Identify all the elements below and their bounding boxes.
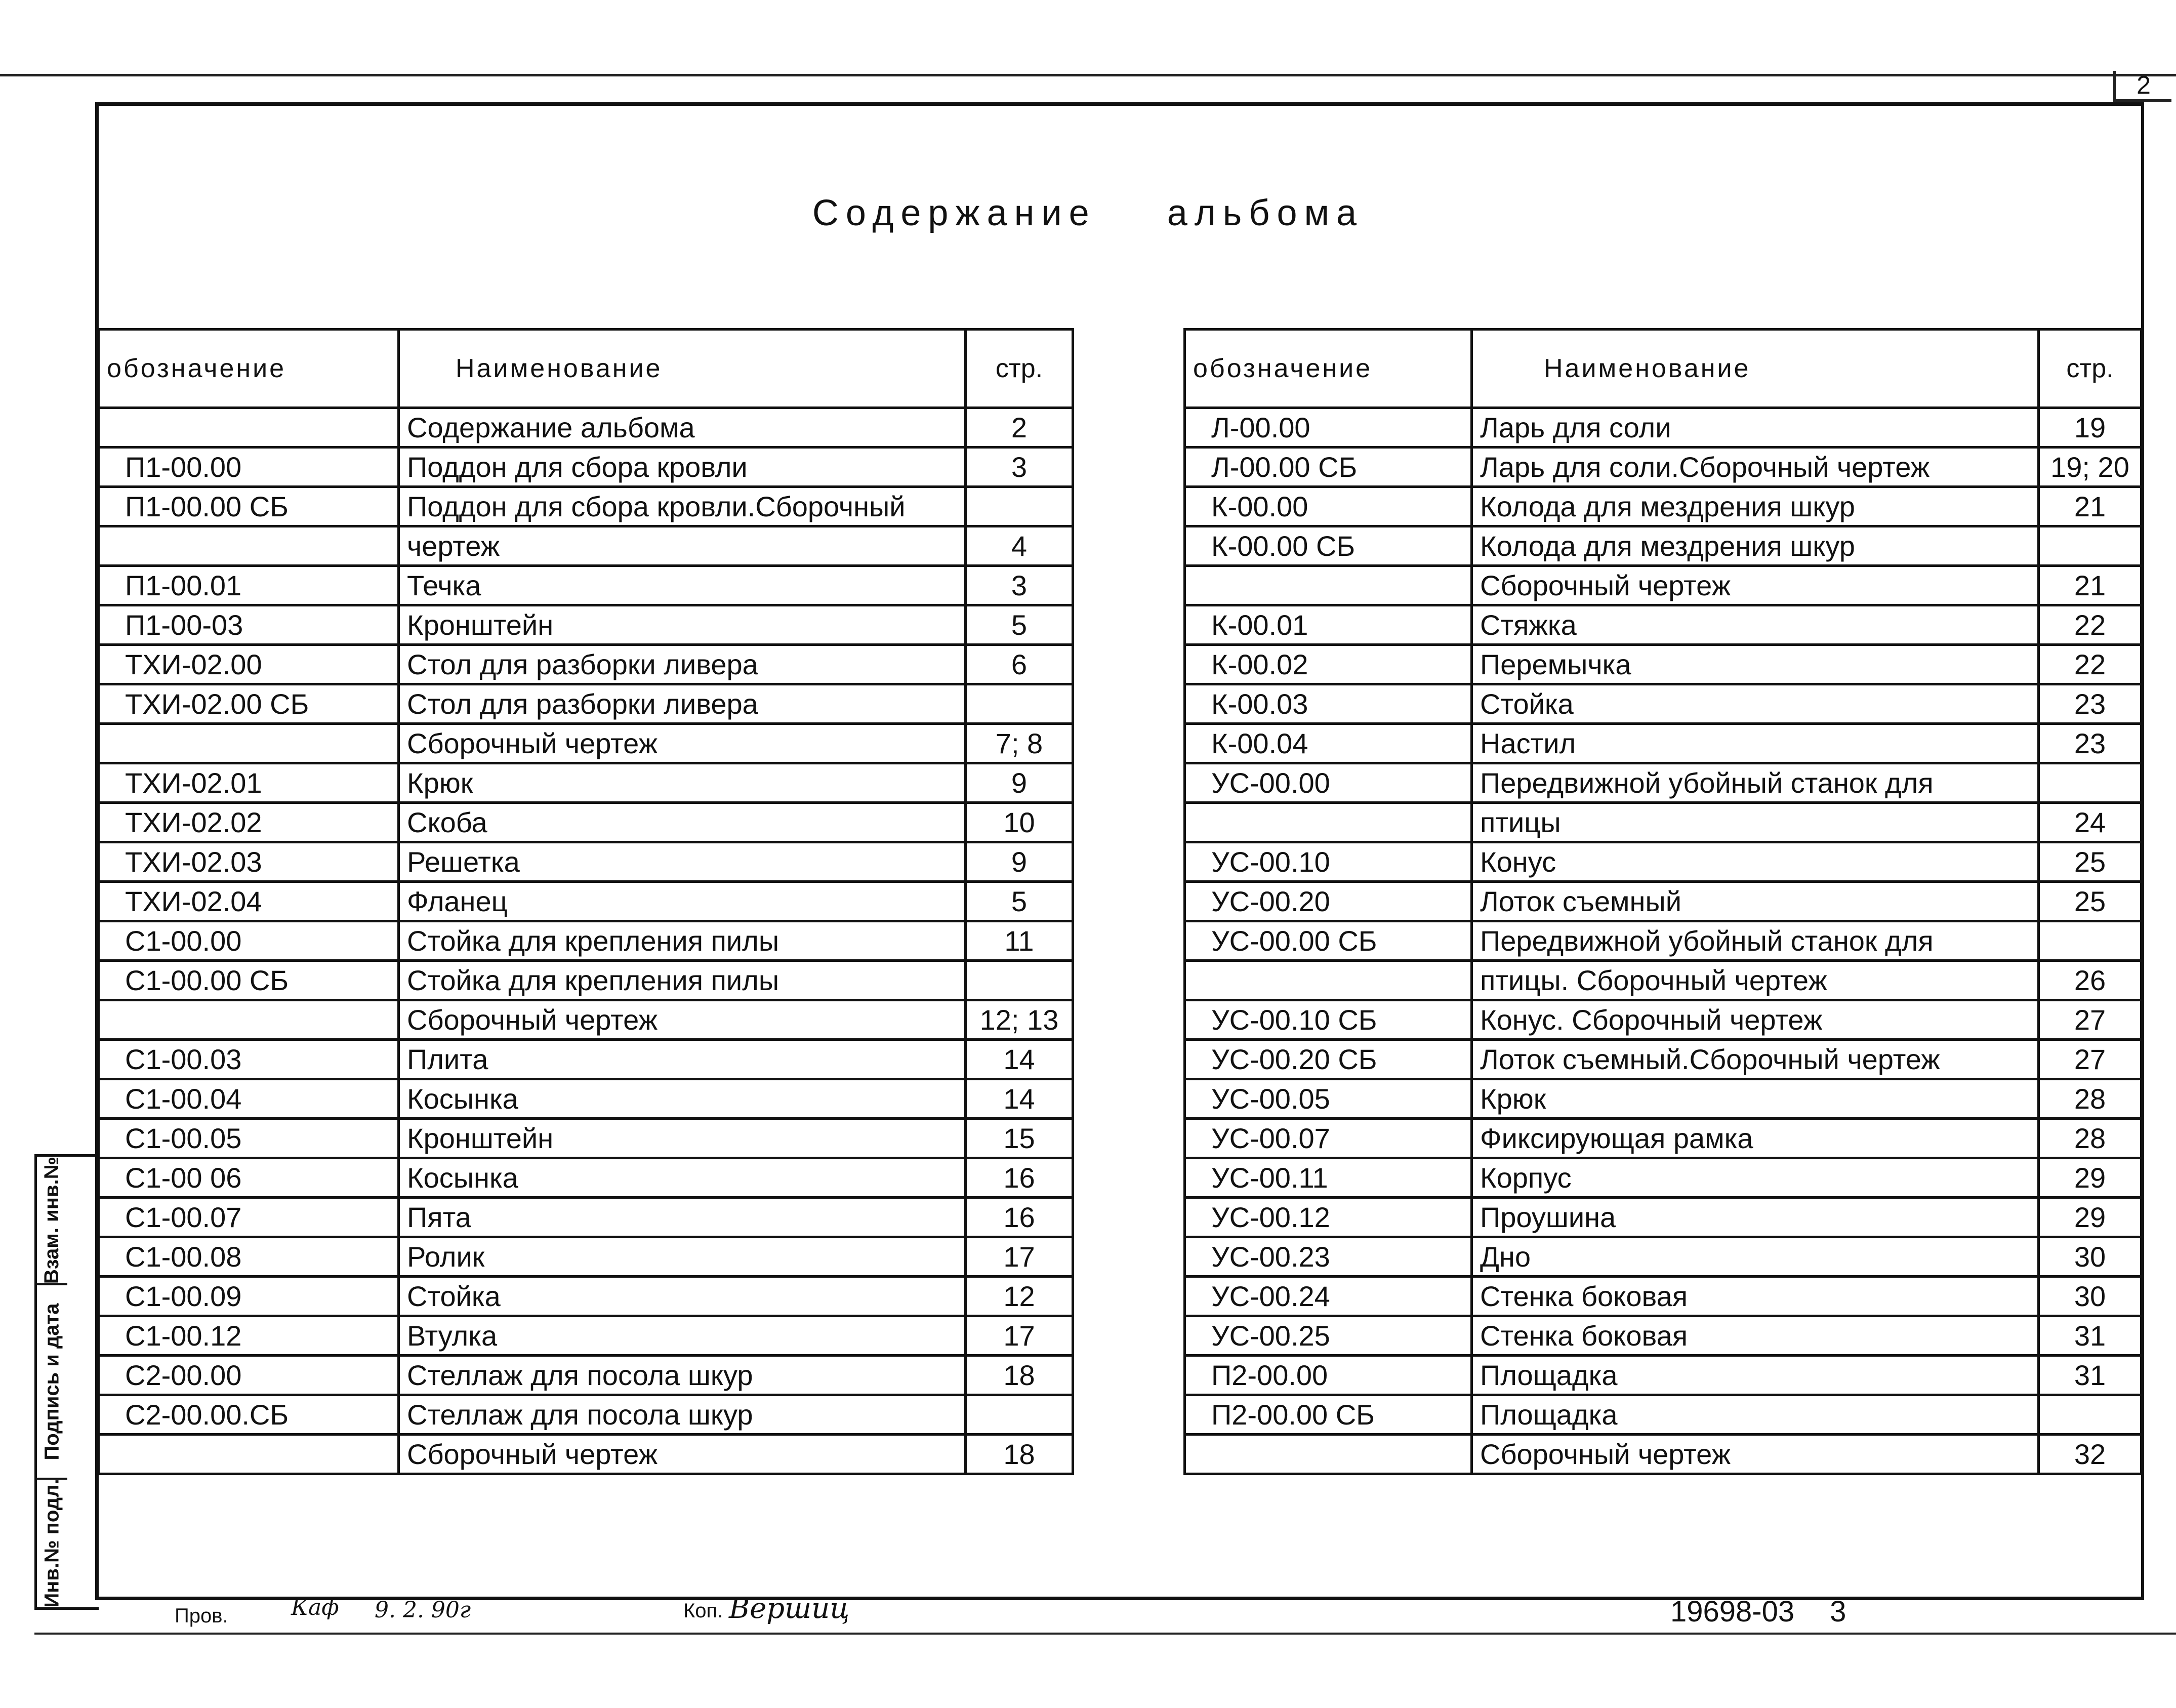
row-page: 12 xyxy=(966,1277,1073,1316)
row-code: С1-00.09 xyxy=(99,1277,399,1316)
row-code: К-00.00 СБ xyxy=(1185,526,1472,566)
row-page: 27 xyxy=(2039,1000,2142,1040)
table-row xyxy=(99,487,1073,526)
row-name: Стойка для крепления пилы xyxy=(399,921,966,961)
row-code: С1-00 06 xyxy=(99,1158,399,1198)
table-row xyxy=(1185,763,2142,803)
row-code: С1-00.03 xyxy=(99,1040,399,1079)
row-name: Ларь для соли.Сборочный чертеж xyxy=(1472,448,2039,487)
row-page xyxy=(966,684,1073,724)
row-name: Проушина xyxy=(1472,1198,2039,1237)
table-row xyxy=(1185,684,2142,724)
row-page: 16 xyxy=(966,1198,1073,1237)
table-row xyxy=(1185,487,2142,526)
row-page: 26 xyxy=(2039,961,2142,1000)
row-code: УС-00.07 xyxy=(1185,1119,1472,1158)
row-page: 2 xyxy=(966,408,1073,448)
row-code: ТХИ-02.03 xyxy=(99,842,399,882)
row-name: Течка xyxy=(399,566,966,605)
row-code: ТХИ-02.02 xyxy=(99,803,399,842)
document-number: 19698-03 3 xyxy=(1670,1595,1846,1628)
table-row xyxy=(1185,645,2142,684)
row-page: 6 xyxy=(966,645,1073,684)
table-row xyxy=(99,1079,1073,1119)
row-code: С1-00.00 xyxy=(99,921,399,961)
row-name: Косынка xyxy=(399,1079,966,1119)
row-page: 7; 8 xyxy=(966,724,1073,763)
row-name: Кронштейн xyxy=(399,1119,966,1158)
row-page: 4 xyxy=(966,526,1073,566)
table-row xyxy=(99,803,1073,842)
row-code: К-00.04 xyxy=(1185,724,1472,763)
row-code: УС-00.24 xyxy=(1185,1277,1472,1316)
table-row xyxy=(99,408,1073,448)
row-page: 23 xyxy=(2039,724,2142,763)
row-code: С1-00.05 xyxy=(99,1119,399,1158)
row-page: 21 xyxy=(2039,566,2142,605)
row-code: ТХИ-02.04 xyxy=(99,882,399,921)
row-code: ТХИ-02.00 xyxy=(99,645,399,684)
row-name: Скоба xyxy=(399,803,966,842)
row-page: 15 xyxy=(966,1119,1073,1158)
table-row xyxy=(99,1040,1073,1079)
stamp-vzam: Взам. инв.№ xyxy=(37,1157,67,1285)
table-row xyxy=(99,1395,1073,1435)
copied-signature: Вершиц xyxy=(729,1592,850,1625)
row-name: Конус xyxy=(1472,842,2039,882)
row-name: Колода для мездрения шкур xyxy=(1472,526,2039,566)
side-stamp xyxy=(34,1154,99,1610)
row-page: 16 xyxy=(966,1158,1073,1198)
date: 9. 2. 90г xyxy=(375,1597,471,1623)
header-name: Наименование xyxy=(399,330,966,408)
row-page: 9 xyxy=(966,842,1073,882)
page-number: 2 xyxy=(2113,71,2171,102)
row-name: Сборочный чертеж xyxy=(399,724,966,763)
row-name: Ролик xyxy=(399,1237,966,1277)
table-row xyxy=(99,1356,1073,1395)
row-name: Колода для мездрения шкур xyxy=(1472,487,2039,526)
row-code: УС-00.00 СБ xyxy=(1185,921,1472,961)
header-name: Наименование xyxy=(1472,330,2039,408)
row-page xyxy=(2039,921,2142,961)
row-page: 9 xyxy=(966,763,1073,803)
row-page: 18 xyxy=(966,1356,1073,1395)
row-page: 31 xyxy=(2039,1316,2142,1356)
row-name: Фиксирующая рамка xyxy=(1472,1119,2039,1158)
table-row xyxy=(99,605,1073,645)
row-name: Поддон для сбора кровли xyxy=(399,448,966,487)
row-code: УС-00.00 xyxy=(1185,763,1472,803)
row-page: 27 xyxy=(2039,1040,2142,1079)
row-name: Дно xyxy=(1472,1237,2039,1277)
row-code: УС-00.12 xyxy=(1185,1198,1472,1237)
row-name: Пята xyxy=(399,1198,966,1237)
row-name: Сборочный чертеж xyxy=(1472,566,2039,605)
row-name: Кронштейн xyxy=(399,605,966,645)
checked-signature: Каф xyxy=(291,1595,339,1620)
row-page: 30 xyxy=(2039,1277,2142,1316)
table-row xyxy=(1185,1079,2142,1119)
row-page: 19 xyxy=(2039,408,2142,448)
bottom-rule xyxy=(34,1633,2176,1635)
row-code: С2-00.00 xyxy=(99,1356,399,1395)
row-name: Стол для разборки ливера xyxy=(399,645,966,684)
row-code: С1-00.12 xyxy=(99,1316,399,1356)
row-name: Лоток съемный.Сборочный чертеж xyxy=(1472,1040,2039,1079)
table-row xyxy=(99,1237,1073,1277)
row-name: Корпус xyxy=(1472,1158,2039,1198)
row-code: П1-00.01 xyxy=(99,566,399,605)
row-code xyxy=(1185,1435,1472,1474)
row-page: 5 xyxy=(966,605,1073,645)
row-page: 31 xyxy=(2039,1356,2142,1395)
row-page: 3 xyxy=(966,448,1073,487)
title-word-2: альбома xyxy=(1167,193,1364,233)
table-row xyxy=(1185,1237,2142,1277)
row-name: Площадка xyxy=(1472,1395,2039,1435)
row-page: 30 xyxy=(2039,1237,2142,1277)
table-row xyxy=(99,1119,1073,1158)
table-row xyxy=(99,842,1073,882)
table-row xyxy=(1185,1000,2142,1040)
table-row xyxy=(99,566,1073,605)
row-page: 22 xyxy=(2039,645,2142,684)
contents-table-right xyxy=(1183,328,2143,1475)
row-code: К-00.00 xyxy=(1185,487,1472,526)
row-code: К-00.03 xyxy=(1185,684,1472,724)
table-row xyxy=(1185,1316,2142,1356)
row-page: 32 xyxy=(2039,1435,2142,1474)
stamp-podpis: Подпись и дата xyxy=(37,1285,67,1480)
table-row xyxy=(99,882,1073,921)
contents-table-left xyxy=(97,328,1074,1475)
row-name: Перемычка xyxy=(1472,645,2039,684)
row-page: 17 xyxy=(966,1237,1073,1277)
row-name: Крюк xyxy=(1472,1079,2039,1119)
table-row xyxy=(1185,1277,2142,1316)
row-code: УС-00.20 СБ xyxy=(1185,1040,1472,1079)
table-row xyxy=(99,1277,1073,1316)
row-page: 28 xyxy=(2039,1079,2142,1119)
row-code: С1-00.04 xyxy=(99,1079,399,1119)
table-row xyxy=(1185,605,2142,645)
copied-label: Коп. xyxy=(683,1600,723,1622)
row-name: Площадка xyxy=(1472,1356,2039,1395)
row-code: УС-00.10 xyxy=(1185,842,1472,882)
row-code: УС-00.11 xyxy=(1185,1158,1472,1198)
row-name: Ларь для соли xyxy=(1472,408,2039,448)
row-name: Плита xyxy=(399,1040,966,1079)
row-name: Стяжка xyxy=(1472,605,2039,645)
table-row xyxy=(1185,448,2142,487)
row-name: птицы. Сборочный чертеж xyxy=(1472,961,2039,1000)
row-code xyxy=(1185,566,1472,605)
row-page: 3 xyxy=(966,566,1073,605)
row-page: 5 xyxy=(966,882,1073,921)
row-code xyxy=(99,1435,399,1474)
table-row xyxy=(99,1158,1073,1198)
row-page: 14 xyxy=(966,1040,1073,1079)
row-page: 17 xyxy=(966,1316,1073,1356)
row-code: К-00.01 xyxy=(1185,605,1472,645)
table-row xyxy=(1185,566,2142,605)
table-row xyxy=(1185,1198,2142,1237)
row-code xyxy=(99,724,399,763)
row-name: Передвижной убойный станок для xyxy=(1472,763,2039,803)
stamp-inv-podl: Инв.№ подл. xyxy=(40,1478,63,1608)
row-page: 11 xyxy=(966,921,1073,961)
table-row xyxy=(1185,961,2142,1000)
sheet-number: 3 xyxy=(1830,1595,1846,1628)
row-code: С1-00.08 xyxy=(99,1237,399,1277)
checked-label: Пров. xyxy=(175,1605,228,1627)
row-code xyxy=(99,408,399,448)
table-row xyxy=(1185,803,2142,842)
row-name: Стеллаж для посола шкур xyxy=(399,1395,966,1435)
row-name: Стол для разборки ливера xyxy=(399,684,966,724)
title-word-1: Содержание xyxy=(812,193,1096,233)
top-rule xyxy=(0,74,2176,76)
row-page xyxy=(2039,763,2142,803)
row-name: птицы xyxy=(1472,803,2039,842)
row-name: Стойка xyxy=(1472,684,2039,724)
table-row xyxy=(99,645,1073,684)
row-page: 25 xyxy=(2039,882,2142,921)
row-name: Настил xyxy=(1472,724,2039,763)
row-name: Стенка боковая xyxy=(1472,1316,2039,1356)
row-name: Фланец xyxy=(399,882,966,921)
row-name: Лоток съемный xyxy=(1472,882,2039,921)
row-page: 10 xyxy=(966,803,1073,842)
header-page: стр. xyxy=(2039,330,2142,408)
row-name: Поддон для сбора кровли.Сборочный xyxy=(399,487,966,526)
row-name: Косынка xyxy=(399,1158,966,1198)
row-page: 23 xyxy=(2039,684,2142,724)
row-name: Сборочный чертеж xyxy=(399,1000,966,1040)
header-page: стр. xyxy=(966,330,1073,408)
table-row xyxy=(1185,1119,2142,1158)
row-page: 22 xyxy=(2039,605,2142,645)
row-code: УС-00.10 СБ xyxy=(1185,1000,1472,1040)
row-code: С1-00.00 СБ xyxy=(99,961,399,1000)
row-page: 19; 20 xyxy=(2039,448,2142,487)
row-name: Сборочный чертеж xyxy=(399,1435,966,1474)
table-row xyxy=(1185,1435,2142,1474)
table-row xyxy=(1185,526,2142,566)
table-row xyxy=(1185,1040,2142,1079)
table-row xyxy=(99,1000,1073,1040)
row-code: ТХИ-02.01 xyxy=(99,763,399,803)
row-page xyxy=(2039,1395,2142,1435)
row-code: С2-00.00.СБ xyxy=(99,1395,399,1435)
row-page: 29 xyxy=(2039,1198,2142,1237)
row-code: УС-00.25 xyxy=(1185,1316,1472,1356)
table-row xyxy=(1185,724,2142,763)
row-name: Крюк xyxy=(399,763,966,803)
row-code: ТХИ-02.00 СБ xyxy=(99,684,399,724)
row-name: Стойка для крепления пилы xyxy=(399,961,966,1000)
row-name: Стеллаж для посола шкур xyxy=(399,1356,966,1395)
row-code: С1-00.07 xyxy=(99,1198,399,1237)
table-row xyxy=(99,1198,1073,1237)
row-name: Сборочный чертеж xyxy=(1472,1435,2039,1474)
header-code: обозначение xyxy=(99,330,399,408)
row-page: 29 xyxy=(2039,1158,2142,1198)
table-row xyxy=(99,1435,1073,1474)
table-row xyxy=(99,526,1073,566)
page-title xyxy=(0,192,2176,234)
row-code xyxy=(99,1000,399,1040)
row-page: 21 xyxy=(2039,487,2142,526)
row-code xyxy=(99,526,399,566)
table-row xyxy=(1185,1395,2142,1435)
row-name: чертеж xyxy=(399,526,966,566)
row-page: 14 xyxy=(966,1079,1073,1119)
row-name: Стойка xyxy=(399,1277,966,1316)
row-page: 18 xyxy=(966,1435,1073,1474)
table-row xyxy=(1185,882,2142,921)
row-page xyxy=(966,487,1073,526)
row-page xyxy=(966,961,1073,1000)
row-name: Передвижной убойный станок для xyxy=(1472,921,2039,961)
row-page: 24 xyxy=(2039,803,2142,842)
row-code: К-00.02 xyxy=(1185,645,1472,684)
row-name: Конус. Сборочный чертеж xyxy=(1472,1000,2039,1040)
table-row xyxy=(99,724,1073,763)
table-row xyxy=(99,961,1073,1000)
row-name: Содержание альбома xyxy=(399,408,966,448)
row-page: 12; 13 xyxy=(966,1000,1073,1040)
header-code: обозначение xyxy=(1185,330,1472,408)
row-page xyxy=(2039,526,2142,566)
row-code xyxy=(1185,961,1472,1000)
table-row xyxy=(99,684,1073,724)
table-row xyxy=(99,448,1073,487)
row-code: Л-00.00 xyxy=(1185,408,1472,448)
row-code: П1-00.00 xyxy=(99,448,399,487)
table-row xyxy=(99,1316,1073,1356)
table-row xyxy=(1185,1356,2142,1395)
row-page: 25 xyxy=(2039,842,2142,882)
table-row xyxy=(1185,921,2142,961)
row-code: П2-00.00 СБ xyxy=(1185,1395,1472,1435)
row-name: Решетка xyxy=(399,842,966,882)
row-code: П1-00.00 СБ xyxy=(99,487,399,526)
row-code: УС-00.20 xyxy=(1185,882,1472,921)
row-page: 28 xyxy=(2039,1119,2142,1158)
row-page xyxy=(966,1395,1073,1435)
table-row xyxy=(1185,1158,2142,1198)
table-row xyxy=(1185,842,2142,882)
table-row xyxy=(99,921,1073,961)
table-row xyxy=(1185,408,2142,448)
row-name: Втулка xyxy=(399,1316,966,1356)
row-code: УС-00.23 xyxy=(1185,1237,1472,1277)
row-code: П1-00-03 xyxy=(99,605,399,645)
row-code: П2-00.00 xyxy=(1185,1356,1472,1395)
row-code: Л-00.00 СБ xyxy=(1185,448,1472,487)
table-row xyxy=(99,763,1073,803)
row-code: УС-00.05 xyxy=(1185,1079,1472,1119)
row-name: Стенка боковая xyxy=(1472,1277,2039,1316)
row-code xyxy=(1185,803,1472,842)
